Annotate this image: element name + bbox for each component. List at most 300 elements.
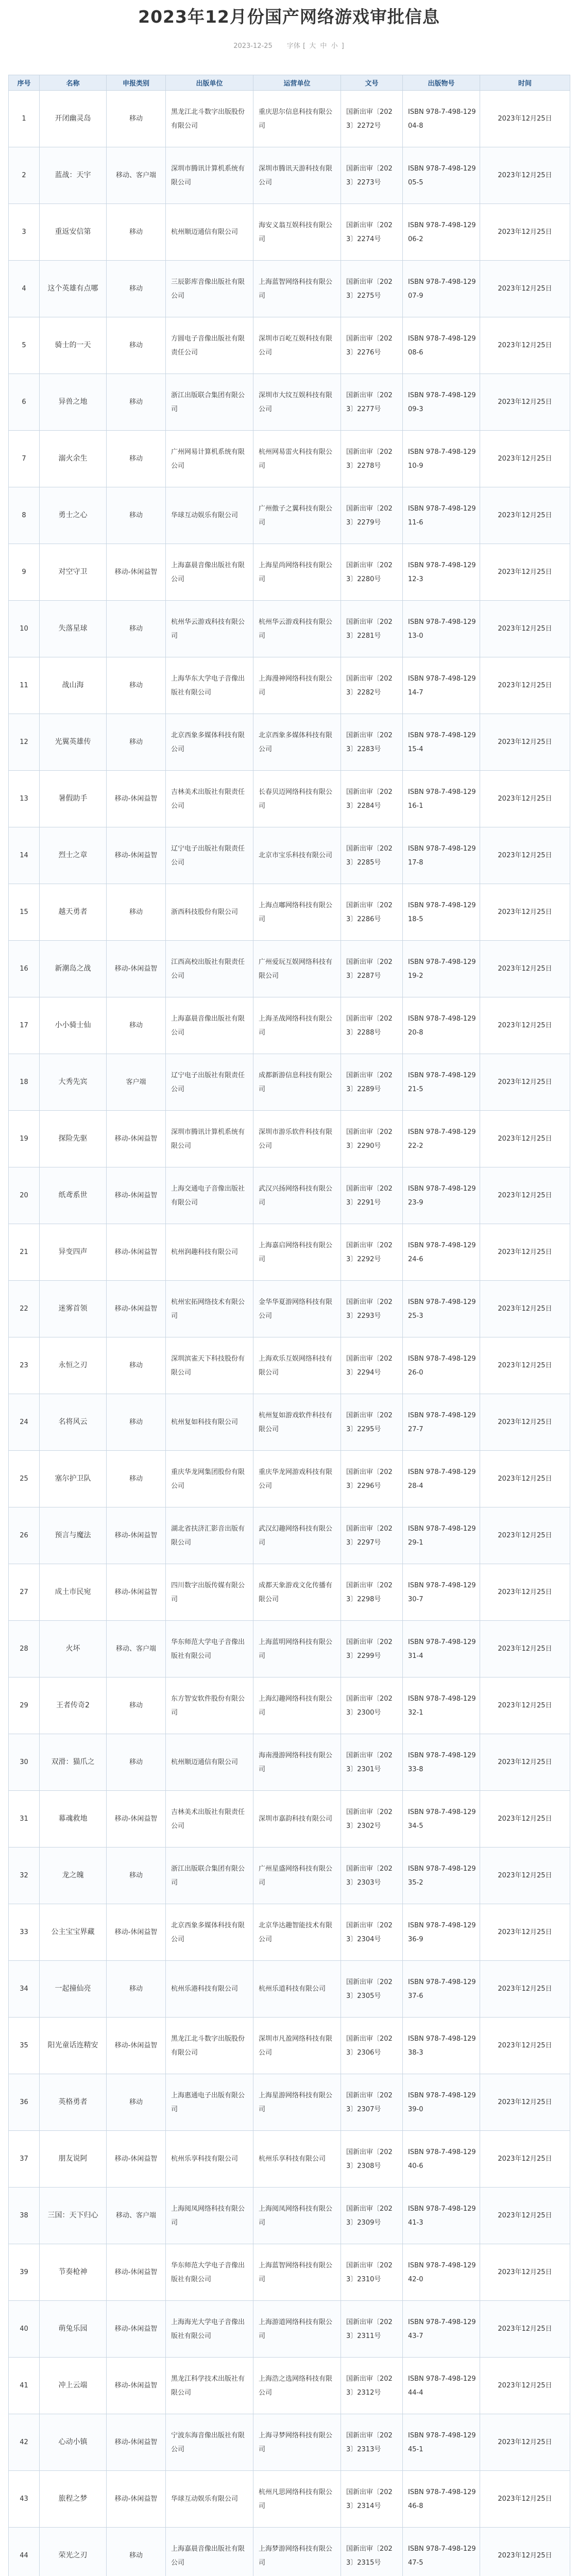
cell-date: 2023年12月25日 — [480, 374, 570, 431]
cell-date: 2023年12月25日 — [480, 431, 570, 487]
cell-operator: 上海星游网络科技有限公司 — [253, 2074, 341, 2131]
cell-date: 2023年12月25日 — [480, 1621, 570, 1677]
table-row — [9, 1451, 570, 1507]
cell-date: 2023年12月25日 — [480, 1337, 570, 1394]
cell-no: 4 — [9, 261, 40, 317]
cell-category: 移动-休闲益智 — [107, 1281, 166, 1337]
cell-category: 移动 — [107, 1337, 166, 1394]
cell-game-name: 节奏枪神 — [40, 2244, 107, 2301]
table-row — [9, 657, 570, 714]
cell-date: 2023年12月25日 — [480, 2244, 570, 2301]
cell-doc-number: 国新出审〔2023〕2299号 — [341, 1621, 403, 1677]
cell-publisher: 深圳市腾讯计算机系统有限公司 — [166, 147, 253, 204]
cell-no: 9 — [9, 544, 40, 601]
cell-operator: 上海漫神网络科技有限公司 — [253, 657, 341, 714]
column-header-doc: 文号 — [341, 75, 403, 91]
cell-no: 13 — [9, 771, 40, 827]
cell-doc-number: 国新出审〔2023〕2302号 — [341, 1791, 403, 1848]
cell-game-name: 越天勇者 — [40, 884, 107, 941]
cell-doc-number: 国新出审〔2023〕2307号 — [341, 2074, 403, 2131]
table-row — [9, 2301, 570, 2358]
cell-game-name: 勇士之心 — [40, 487, 107, 544]
cell-category: 移动-休闲益智 — [107, 1111, 166, 1167]
cell-category: 移动 — [107, 431, 166, 487]
cell-no: 22 — [9, 1281, 40, 1337]
cell-no: 28 — [9, 1621, 40, 1677]
cell-publisher: 深圳滨雀天下科技股份有限公司 — [166, 1337, 253, 1394]
cell-category: 移动-休闲益智 — [107, 2358, 166, 2414]
cell-category: 移动 — [107, 997, 166, 1054]
cell-publisher: 辽宁电子出版社有限责任公司 — [166, 1054, 253, 1111]
cell-publisher: 上海嘉晨音像出版社有限公司 — [166, 997, 253, 1054]
cell-isbn: ISBN 978-7-498-12906-2 — [403, 204, 480, 261]
cell-date: 2023年12月25日 — [480, 1167, 570, 1224]
column-header-category: 申报类别 — [107, 75, 166, 91]
cell-publisher: 华东师范大学电子音像出版社有限公司 — [166, 1621, 253, 1677]
cell-operator: 杭州网易雷火科技有限公司 — [253, 431, 341, 487]
cell-game-name: 失落星球 — [40, 601, 107, 657]
table-row — [9, 374, 570, 431]
cell-isbn: ISBN 978-7-498-12924-6 — [403, 1224, 480, 1281]
cell-isbn: ISBN 978-7-498-12946-8 — [403, 2471, 480, 2528]
cell-isbn: ISBN 978-7-498-12907-9 — [403, 261, 480, 317]
cell-game-name: 萌兔乐园 — [40, 2301, 107, 2358]
cell-operator: 上海星尚网络科技有限公司 — [253, 544, 341, 601]
cell-game-name: 开闭幽灵岛 — [40, 91, 107, 147]
cell-publisher: 上海交通电子音像出版社有限公司 — [166, 1167, 253, 1224]
cell-publisher: 黑龙江北斗数字出版股份有限公司 — [166, 2018, 253, 2074]
cell-isbn: ISBN 978-7-498-12944-4 — [403, 2358, 480, 2414]
cell-doc-number: 国新出审〔2023〕2285号 — [341, 827, 403, 884]
table-row — [9, 941, 570, 997]
cell-no: 43 — [9, 2471, 40, 2528]
cell-isbn: ISBN 978-7-498-12912-3 — [403, 544, 480, 601]
table-row — [9, 601, 570, 657]
cell-category: 移动 — [107, 374, 166, 431]
cell-category: 移动-休闲益智 — [107, 1904, 166, 1961]
cell-publisher: 北京西象多媒体科技有限公司 — [166, 714, 253, 771]
cell-operator: 上海游道网络科技有限公司 — [253, 2301, 341, 2358]
table-row — [9, 91, 570, 147]
cell-date: 2023年12月25日 — [480, 1111, 570, 1167]
cell-date: 2023年12月25日 — [480, 2471, 570, 2528]
cell-operator: 深圳市大纹互娱科技有限公司 — [253, 374, 341, 431]
cell-operator: 深圳市嘉韵科技有限公司 — [253, 1791, 341, 1848]
cell-game-name: 幕魂救地 — [40, 1791, 107, 1848]
cell-isbn: ISBN 978-7-498-12913-0 — [403, 601, 480, 657]
cell-doc-number: 国新出审〔2023〕2297号 — [341, 1507, 403, 1564]
table-row — [9, 261, 570, 317]
cell-no: 37 — [9, 2131, 40, 2188]
cell-isbn: ISBN 978-7-498-12929-1 — [403, 1507, 480, 1564]
cell-publisher: 杭州乐港科技有限公司 — [166, 1961, 253, 2018]
cell-doc-number: 国新出审〔2023〕2300号 — [341, 1677, 403, 1734]
cell-publisher: 广州网易计算机系统有限公司 — [166, 431, 253, 487]
cell-operator: 深圳市游乐软件科技有限公司 — [253, 1111, 341, 1167]
cell-no: 27 — [9, 1564, 40, 1621]
cell-publisher: 湖北省扶济汇影音出版有限公司 — [166, 1507, 253, 1564]
cell-isbn: ISBN 978-7-498-12910-9 — [403, 431, 480, 487]
cell-no: 12 — [9, 714, 40, 771]
cell-publisher: 上海华东大学电子音像出版社有限公司 — [166, 657, 253, 714]
cell-category: 移动 — [107, 91, 166, 147]
cell-operator: 上海梦游网络科技有限公司 — [253, 2528, 341, 2576]
cell-doc-number: 国新出审〔2023〕2290号 — [341, 1111, 403, 1167]
cell-isbn: ISBN 978-7-498-12921-5 — [403, 1054, 480, 1111]
table-row — [9, 487, 570, 544]
cell-isbn: ISBN 978-7-498-12940-6 — [403, 2131, 480, 2188]
cell-publisher: 杭州乐享科技有限公司 — [166, 2131, 253, 2188]
cell-isbn: ISBN 978-7-498-12947-5 — [403, 2528, 480, 2576]
cell-doc-number: 国新出审〔2023〕2279号 — [341, 487, 403, 544]
cell-operator: 上海寻梦网络科技有限公司 — [253, 2414, 341, 2471]
cell-doc-number: 国新出审〔2023〕2293号 — [341, 1281, 403, 1337]
cell-doc-number: 国新出审〔2023〕2306号 — [341, 2018, 403, 2074]
cell-game-name: 荣光之刃 — [40, 2528, 107, 2576]
cell-category: 移动-休闲益智 — [107, 2301, 166, 2358]
font-size-medium-button[interactable]: 中 — [320, 42, 327, 50]
cell-category: 移动-休闲益智 — [107, 544, 166, 601]
cell-date: 2023年12月25日 — [480, 1507, 570, 1564]
cell-doc-number: 国新出审〔2023〕2286号 — [341, 884, 403, 941]
cell-doc-number: 国新出审〔2023〕2309号 — [341, 2188, 403, 2244]
cell-operator: 杭州乐道科技有限公司 — [253, 1961, 341, 2018]
cell-operator: 武汉幻趣网络科技有限公司 — [253, 1507, 341, 1564]
cell-publisher: 杭州顺迈通信有限公司 — [166, 1734, 253, 1791]
cell-doc-number: 国新出审〔2023〕2312号 — [341, 2358, 403, 2414]
cell-publisher: 黑龙江科学技术出版社有限公司 — [166, 2358, 253, 2414]
cell-date: 2023年12月25日 — [480, 884, 570, 941]
cell-no: 30 — [9, 1734, 40, 1791]
cell-operator: 深圳市百屹互娱科技有限公司 — [253, 317, 341, 374]
cell-publisher: 辽宁电子出版社有限责任公司 — [166, 827, 253, 884]
cell-operator: 上海蓝明网络科技有限公司 — [253, 1621, 341, 1677]
cell-publisher: 四川数字出版传媒有限公司 — [166, 1564, 253, 1621]
cell-date: 2023年12月25日 — [480, 487, 570, 544]
cell-category: 移动-休闲益智 — [107, 2018, 166, 2074]
cell-category: 移动-休闲益智 — [107, 2414, 166, 2471]
cell-operator: 杭州华云游戏科技有限公司 — [253, 601, 341, 657]
cell-game-name: 成土市民宛 — [40, 1564, 107, 1621]
cell-isbn: ISBN 978-7-498-12934-5 — [403, 1791, 480, 1848]
cell-operator: 金华华夏游网络科技有限公司 — [253, 1281, 341, 1337]
cell-category: 移动、客户端 — [107, 2188, 166, 2244]
cell-publisher: 上海嘉晨音像出版社有限公司 — [166, 544, 253, 601]
cell-category: 移动-休闲益智 — [107, 1224, 166, 1281]
table-row — [9, 1167, 570, 1224]
cell-publisher: 江西高校出版社有限责任公司 — [166, 941, 253, 997]
cell-category: 移动 — [107, 1961, 166, 2018]
cell-doc-number: 国新出审〔2023〕2274号 — [341, 204, 403, 261]
cell-isbn: ISBN 978-7-498-12936-9 — [403, 1904, 480, 1961]
table-row — [9, 1224, 570, 1281]
cell-game-name: 王者传奇2 — [40, 1677, 107, 1734]
cell-publisher: 华球互动娱乐有限公司 — [166, 487, 253, 544]
font-size-large-button[interactable]: 大 — [309, 42, 316, 50]
cell-operator: 上海蓝智网络科技有限公司 — [253, 261, 341, 317]
table-row — [9, 1394, 570, 1451]
cell-no: 41 — [9, 2358, 40, 2414]
cell-date: 2023年12月25日 — [480, 1224, 570, 1281]
cell-no: 20 — [9, 1167, 40, 1224]
cell-isbn: ISBN 978-7-498-12905-5 — [403, 147, 480, 204]
cell-date: 2023年12月25日 — [480, 657, 570, 714]
table-row — [9, 1507, 570, 1564]
cell-no: 2 — [9, 147, 40, 204]
cell-category: 移动 — [107, 2074, 166, 2131]
cell-date: 2023年12月25日 — [480, 714, 570, 771]
cell-publisher: 东方智安软件股份有限公司 — [166, 1677, 253, 1734]
cell-doc-number: 国新出审〔2023〕2284号 — [341, 771, 403, 827]
cell-date: 2023年12月25日 — [480, 1961, 570, 2018]
cell-doc-number: 国新出审〔2023〕2291号 — [341, 1167, 403, 1224]
cell-category: 移动-休闲益智 — [107, 771, 166, 827]
cell-date: 2023年12月25日 — [480, 1394, 570, 1451]
cell-isbn: ISBN 978-7-498-12926-0 — [403, 1337, 480, 1394]
cell-doc-number: 国新出审〔2023〕2294号 — [341, 1337, 403, 1394]
table-row — [9, 884, 570, 941]
cell-operator: 深圳市腾讯天游科技有限公司 — [253, 147, 341, 204]
font-size-bracket-close: ] — [341, 42, 344, 50]
cell-publisher: 上海海光大学电子音像出版社有限公司 — [166, 2301, 253, 2358]
cell-category: 移动 — [107, 204, 166, 261]
cell-game-name: 对空守卫 — [40, 544, 107, 601]
cell-doc-number: 国新出审〔2023〕2289号 — [341, 1054, 403, 1111]
cell-publisher: 杭州复如科技有限公司 — [166, 1394, 253, 1451]
cell-date: 2023年12月25日 — [480, 1564, 570, 1621]
cell-game-name: 冲上云端 — [40, 2358, 107, 2414]
font-size-bracket-open: [ — [303, 42, 306, 50]
table-row — [9, 1054, 570, 1111]
cell-isbn: ISBN 978-7-498-12941-3 — [403, 2188, 480, 2244]
cell-date: 2023年12月25日 — [480, 147, 570, 204]
cell-operator: 成都天象游戏文化传播有限公司 — [253, 1564, 341, 1621]
cell-operator: 上海浩之选网络科技有限公司 — [253, 2358, 341, 2414]
cell-isbn: ISBN 978-7-498-12918-5 — [403, 884, 480, 941]
cell-date: 2023年12月25日 — [480, 2414, 570, 2471]
font-size-small-button[interactable]: 小 — [331, 42, 338, 50]
cell-publisher: 吉林美术出版社有限责任公司 — [166, 1791, 253, 1848]
cell-isbn: ISBN 978-7-498-12938-3 — [403, 2018, 480, 2074]
table-row — [9, 2471, 570, 2528]
cell-doc-number: 国新出审〔2023〕2282号 — [341, 657, 403, 714]
cell-game-name: 光翼英雄传 — [40, 714, 107, 771]
table-row — [9, 1848, 570, 1904]
cell-operator: 杭州乐享科技有限公司 — [253, 2131, 341, 2188]
cell-game-name: 心动小镇 — [40, 2414, 107, 2471]
cell-publisher: 浙江出版联合集团有限公司 — [166, 1848, 253, 1904]
cell-isbn: ISBN 978-7-498-12942-0 — [403, 2244, 480, 2301]
cell-doc-number: 国新出审〔2023〕2288号 — [341, 997, 403, 1054]
cell-game-name: 三国：天下归心 — [40, 2188, 107, 2244]
cell-isbn: ISBN 978-7-498-12928-4 — [403, 1451, 480, 1507]
cell-isbn: ISBN 978-7-498-12932-1 — [403, 1677, 480, 1734]
cell-operator: 北京西象多媒体科技有限公司 — [253, 714, 341, 771]
cell-isbn: ISBN 978-7-498-12919-2 — [403, 941, 480, 997]
cell-date: 2023年12月25日 — [480, 2188, 570, 2244]
cell-game-name: 纸鸢系世 — [40, 1167, 107, 1224]
cell-no: 16 — [9, 941, 40, 997]
cell-game-name: 这个英雄有点哪 — [40, 261, 107, 317]
cell-publisher: 深圳市腾讯计算机系统有限公司 — [166, 1111, 253, 1167]
cell-no: 10 — [9, 601, 40, 657]
table-row — [9, 771, 570, 827]
cell-category: 移动-休闲益智 — [107, 941, 166, 997]
cell-operator: 上海点嘟网络科技有限公司 — [253, 884, 341, 941]
cell-no: 1 — [9, 91, 40, 147]
table-row — [9, 2018, 570, 2074]
cell-operator: 广州星盛网络科技有限公司 — [253, 1848, 341, 1904]
cell-publisher: 华球互动娱乐有限公司 — [166, 2471, 253, 2528]
cell-game-name: 英格勇者 — [40, 2074, 107, 2131]
table-row — [9, 827, 570, 884]
cell-game-name: 预言与魔法 — [40, 1507, 107, 1564]
cell-no: 33 — [9, 1904, 40, 1961]
cell-doc-number: 国新出审〔2023〕2314号 — [341, 2471, 403, 2528]
cell-no: 14 — [9, 827, 40, 884]
cell-no: 38 — [9, 2188, 40, 2244]
cell-date: 2023年12月25日 — [480, 1791, 570, 1848]
cell-operator: 上海圣战网络科技有限公司 — [253, 997, 341, 1054]
cell-category: 移动 — [107, 317, 166, 374]
cell-no: 40 — [9, 2301, 40, 2358]
table-row — [9, 2414, 570, 2471]
cell-category: 移动 — [107, 1451, 166, 1507]
cell-doc-number: 国新出审〔2023〕2313号 — [341, 2414, 403, 2471]
cell-date: 2023年12月25日 — [480, 997, 570, 1054]
cell-operator: 重庆思尔信息科技有限公司 — [253, 91, 341, 147]
table-row — [9, 1564, 570, 1621]
cell-publisher: 浙江出版联合集团有限公司 — [166, 374, 253, 431]
table-row — [9, 2244, 570, 2301]
cell-doc-number: 国新出审〔2023〕2296号 — [341, 1451, 403, 1507]
cell-category: 移动 — [107, 714, 166, 771]
cell-no: 3 — [9, 204, 40, 261]
cell-no: 35 — [9, 2018, 40, 2074]
cell-publisher: 浙西科技股份有限公司 — [166, 884, 253, 941]
cell-isbn: ISBN 978-7-498-12923-9 — [403, 1167, 480, 1224]
cell-operator: 上海嘉启网络科技有限公司 — [253, 1224, 341, 1281]
table-row — [9, 714, 570, 771]
column-header-operator: 运营单位 — [253, 75, 341, 91]
cell-no: 18 — [9, 1054, 40, 1111]
cell-isbn: ISBN 978-7-498-12922-2 — [403, 1111, 480, 1167]
cell-doc-number: 国新出审〔2023〕2315号 — [341, 2528, 403, 2576]
cell-category: 客户端 — [107, 1054, 166, 1111]
cell-isbn: ISBN 978-7-498-12916-1 — [403, 771, 480, 827]
cell-category: 移动 — [107, 2528, 166, 2576]
table-row — [9, 147, 570, 204]
cell-date: 2023年12月25日 — [480, 2301, 570, 2358]
cell-doc-number: 国新出审〔2023〕2292号 — [341, 1224, 403, 1281]
cell-date: 2023年12月25日 — [480, 601, 570, 657]
cell-no: 44 — [9, 2528, 40, 2576]
cell-game-name: 战山海 — [40, 657, 107, 714]
cell-no: 26 — [9, 1507, 40, 1564]
cell-doc-number: 国新出审〔2023〕2287号 — [341, 941, 403, 997]
cell-operator: 广州傲子之翼科技有限公司 — [253, 487, 341, 544]
cell-operator: 北京市宝乐科技有限公司 — [253, 827, 341, 884]
cell-isbn: ISBN 978-7-498-12915-4 — [403, 714, 480, 771]
cell-game-name: 异变四声 — [40, 1224, 107, 1281]
table-row — [9, 1111, 570, 1167]
cell-doc-number: 国新出审〔2023〕2295号 — [341, 1394, 403, 1451]
cell-isbn: ISBN 978-7-498-12904-8 — [403, 91, 480, 147]
cell-date: 2023年12月25日 — [480, 1848, 570, 1904]
cell-no: 32 — [9, 1848, 40, 1904]
cell-date: 2023年12月25日 — [480, 1281, 570, 1337]
cell-no: 19 — [9, 1111, 40, 1167]
cell-operator: 上海幻趣网络科技有限公司 — [253, 1677, 341, 1734]
cell-isbn: ISBN 978-7-498-12935-2 — [403, 1848, 480, 1904]
table-row — [9, 317, 570, 374]
cell-no: 11 — [9, 657, 40, 714]
cell-game-name: 公主宝宝界藏 — [40, 1904, 107, 1961]
cell-publisher: 杭州华云游戏科技有限公司 — [166, 601, 253, 657]
table-row — [9, 1281, 570, 1337]
cell-category: 移动 — [107, 884, 166, 941]
cell-category: 移动、客户端 — [107, 1621, 166, 1677]
column-header-name: 名称 — [40, 75, 107, 91]
cell-game-name: 朋友说阿 — [40, 2131, 107, 2188]
table-row — [9, 1791, 570, 1848]
cell-category: 移动、客户端 — [107, 147, 166, 204]
column-header-publisher: 出版单位 — [166, 75, 253, 91]
table-row — [9, 2188, 570, 2244]
cell-date: 2023年12月25日 — [480, 2528, 570, 2576]
cell-category: 移动-休闲益智 — [107, 1507, 166, 1564]
cell-doc-number: 国新出审〔2023〕2298号 — [341, 1564, 403, 1621]
column-header-no: 序号 — [9, 75, 40, 91]
cell-operator: 上海蓝智网络科技有限公司 — [253, 2244, 341, 2301]
cell-category: 移动-休闲益智 — [107, 2471, 166, 2528]
cell-isbn: ISBN 978-7-498-12939-0 — [403, 2074, 480, 2131]
cell-doc-number: 国新出审〔2023〕2281号 — [341, 601, 403, 657]
table-row — [9, 1904, 570, 1961]
cell-isbn: ISBN 978-7-498-12911-6 — [403, 487, 480, 544]
cell-operator: 海安义翁互娱科技有限公司 — [253, 204, 341, 261]
cell-isbn: ISBN 978-7-498-12920-8 — [403, 997, 480, 1054]
cell-publisher: 黑龙江北斗数字出版股份有限公司 — [166, 91, 253, 147]
table-row — [9, 544, 570, 601]
cell-publisher: 吉林美术出版社有限责任公司 — [166, 771, 253, 827]
cell-isbn: ISBN 978-7-498-12930-7 — [403, 1564, 480, 1621]
cell-operator: 长春贝迈网络科技有限公司 — [253, 771, 341, 827]
cell-no: 15 — [9, 884, 40, 941]
cell-isbn: ISBN 978-7-498-12931-4 — [403, 1621, 480, 1677]
table-row — [9, 2074, 570, 2131]
cell-date: 2023年12月25日 — [480, 91, 570, 147]
cell-no: 6 — [9, 374, 40, 431]
cell-operator: 深圳市凡盈网络科技有限公司 — [253, 2018, 341, 2074]
page-title: 2023年12月份国产网络游戏审批信息 — [138, 7, 440, 27]
cell-doc-number: 国新出审〔2023〕2303号 — [341, 1848, 403, 1904]
cell-game-name: 双滑：猫爪之 — [40, 1734, 107, 1791]
cell-publisher: 上海惠通电子出版有限公司 — [166, 2074, 253, 2131]
cell-operator: 上海欢乐互娱网络科技有限公司 — [253, 1337, 341, 1394]
cell-doc-number: 国新出审〔2023〕2308号 — [341, 2131, 403, 2188]
cell-no: 25 — [9, 1451, 40, 1507]
cell-game-name: 永恒之刃 — [40, 1337, 107, 1394]
cell-game-name: 探险先驱 — [40, 1111, 107, 1167]
cell-no: 21 — [9, 1224, 40, 1281]
table-row — [9, 431, 570, 487]
cell-publisher: 宁波东海音像出版社有限公司 — [166, 2414, 253, 2471]
cell-doc-number: 国新出审〔2023〕2273号 — [341, 147, 403, 204]
cell-game-name: 迷雾首领 — [40, 1281, 107, 1337]
cell-date: 2023年12月25日 — [480, 1451, 570, 1507]
cell-publisher: 上海阅凤网络科技有限公司 — [166, 2188, 253, 2244]
